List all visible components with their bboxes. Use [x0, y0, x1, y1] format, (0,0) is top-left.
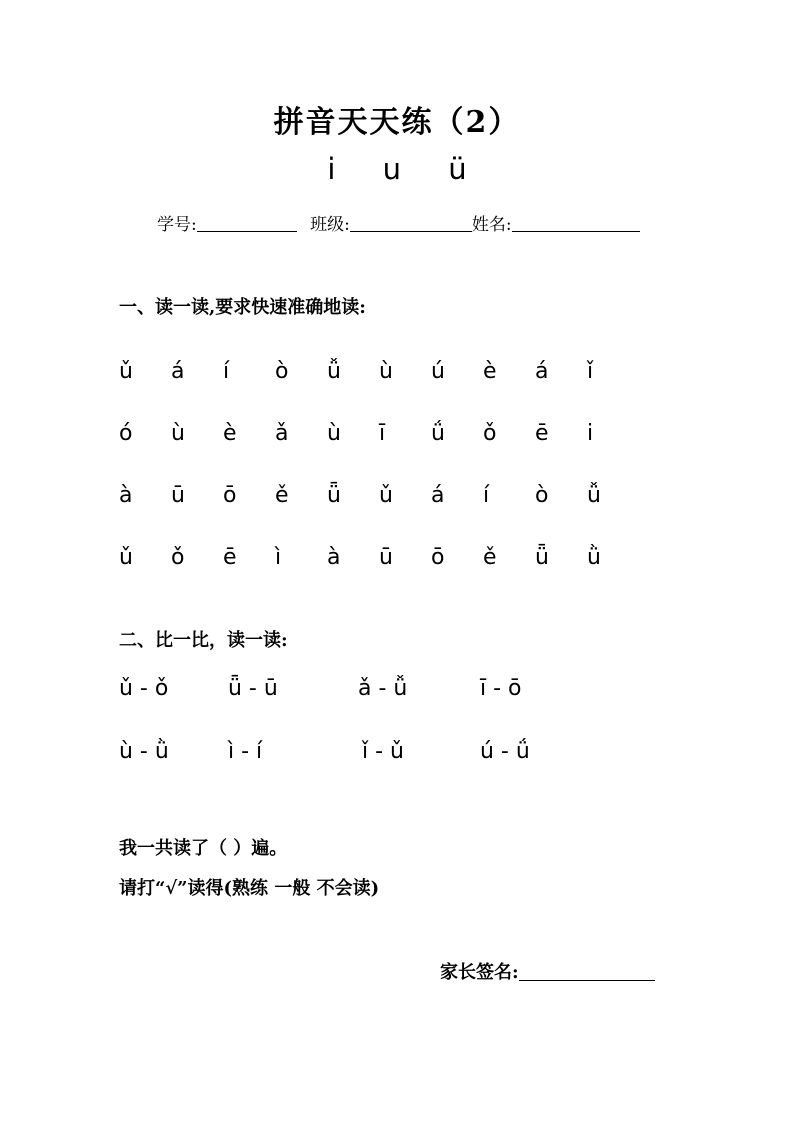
pinyin-cell: ō [223, 482, 237, 508]
pinyin-cell: ò [535, 482, 549, 508]
pinyin-cell: è [483, 358, 497, 384]
pinyin-cell: ū [379, 544, 393, 570]
pinyin-cell: ǖ [535, 544, 549, 570]
pinyin-cell: í [223, 358, 230, 384]
name-label: 姓名: [471, 215, 512, 235]
vowel-i: i [327, 152, 336, 186]
pinyin-cell: à [327, 544, 341, 570]
read-count-line: 我一共读了（ ）遍。 [119, 838, 288, 859]
parent-signature-field[interactable] [519, 960, 655, 981]
student-no-label: 学号: [157, 215, 197, 235]
pinyin-cell: ò [275, 358, 289, 384]
compare-pair: ǎ - ǚ [358, 676, 408, 701]
grid-row [119, 526, 639, 588]
compare-pair: ǔ - ǒ [119, 676, 169, 701]
pinyin-cell: ǚ [327, 358, 341, 384]
pinyin-cell: à [119, 482, 133, 508]
pinyin-cell: ǔ [379, 482, 393, 508]
pinyin-cell: ù [327, 420, 341, 446]
student-no-field[interactable] [197, 213, 297, 232]
pinyin-cell: ě [483, 544, 497, 570]
subtitle-vowels [0, 152, 794, 186]
pinyin-cell: ù [379, 358, 393, 384]
pinyin-cell: á [171, 358, 185, 384]
pinyin-cell: ě [275, 482, 289, 508]
pinyin-cell: ó [119, 420, 133, 446]
pinyin-cell: i [587, 420, 594, 446]
pinyin-cell: ī [379, 420, 386, 446]
pinyin-cell: á [535, 358, 549, 384]
compare-pair: ǐ - ǔ [362, 739, 404, 764]
grid-row [119, 464, 639, 526]
section2-heading: 二、比一比，读一读: [119, 630, 288, 651]
pinyin-cell: ē [535, 420, 549, 446]
pinyin-cell: á [431, 482, 445, 508]
class-label: 班级: [310, 215, 350, 235]
pinyin-cell: ǐ [587, 358, 594, 384]
parent-signature-label: 家长签名: [440, 962, 519, 983]
rating-line: 请打“√”读得(熟练 一般 不会读) [119, 878, 380, 899]
pinyin-cell: ō [431, 544, 445, 570]
grid-row [119, 340, 639, 402]
pinyin-cell: ǘ [431, 420, 445, 446]
pinyin-cell: ū [171, 482, 185, 508]
pinyin-cell: ǔ [119, 544, 133, 570]
parent-signature [440, 958, 655, 984]
pinyin-cell: è [223, 420, 237, 446]
compare-pair: ǖ - ū [228, 676, 278, 701]
pinyin-cell: ú [431, 358, 445, 384]
section1-heading: 一、读一读,要求快速准确地读: [119, 297, 366, 318]
compare-pair: ù - ǜ [119, 739, 169, 764]
pinyin-cell: ǔ [119, 358, 133, 384]
pinyin-cell: ǖ [327, 482, 341, 508]
pinyin-cell: ē [223, 544, 237, 570]
pinyin-cell: í [483, 482, 490, 508]
pinyin-cell: ǎ [275, 420, 289, 446]
pinyin-cell: ǒ [483, 420, 497, 446]
grid-row [119, 402, 639, 464]
name-field[interactable] [512, 213, 640, 232]
class-field[interactable] [350, 213, 472, 232]
compare-pair: ī - ō [480, 676, 522, 701]
pinyin-cell: ù [171, 420, 185, 446]
page-title: 拼音天天练（2） [273, 105, 521, 140]
pinyin-cell: ì [275, 544, 282, 570]
pinyin-cell: ǚ [587, 482, 601, 508]
pinyin-cell: ǜ [587, 544, 601, 570]
compare-pair: ì - í [228, 739, 263, 764]
pinyin-grid [119, 340, 639, 588]
student-info-row [157, 210, 640, 235]
pinyin-cell: ǒ [171, 544, 185, 570]
vowel-v: ü [448, 152, 467, 186]
vowel-u: u [382, 152, 402, 186]
compare-pair: ú - ǘ [480, 739, 530, 764]
